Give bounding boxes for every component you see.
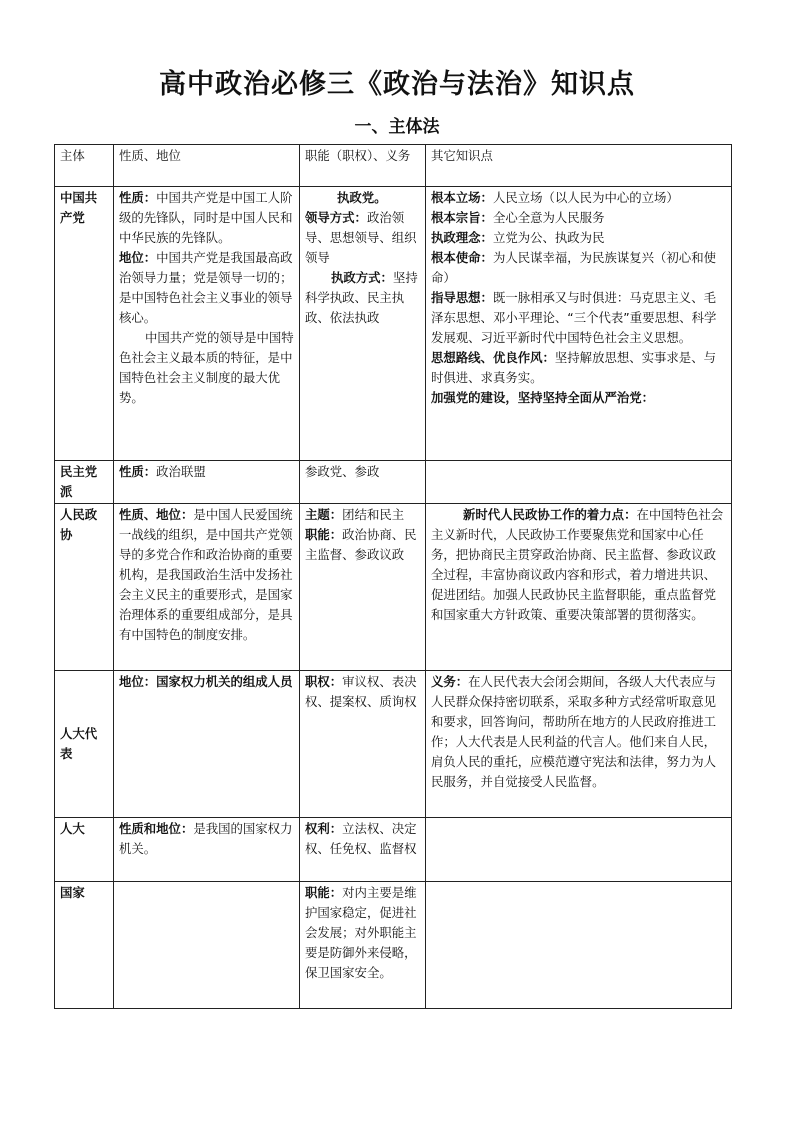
label: 执政理念： [431,230,493,245]
text: 执政党。 [337,190,387,205]
label: 主题： [305,507,343,522]
text: 团结和民主 [342,507,405,522]
label: 执政方式： [331,270,393,285]
text: 中国共产党的领导是中国特色社会主义最本质的特征，是中国特色社会主义制度的最大优势。 [119,330,294,405]
nature-deputy: 地位：国家权力机关的组成人员 [114,671,300,818]
knowledge-table [54,144,732,1009]
text: 对内主要是维护国家稳定，促进社会发展；对外职能主要是防御外来侵略，保卫国家安全。 [305,885,417,980]
document-title: 高中政治必修三《政治与法治》知识点 [159,69,635,100]
subject-cppcc: 人民政协 [55,504,114,671]
other-cppcc [426,504,732,671]
label: 职能： [305,527,343,542]
other-democratic [426,461,732,504]
text: 政治领导、思想领导、组织领导 [305,210,417,265]
other-deputy [426,671,732,818]
text: 中国共产党是中国工人阶级的先锋队，同时是中国人民和中华民族的先锋队。 [119,190,293,245]
text: 坚持科学执政、民主执政、依法执政 [305,270,418,325]
line [431,208,727,228]
label: 性质： [119,464,157,479]
label: 思想路线、优良作风： [431,350,555,365]
text: 立党为公、执政为民 [492,230,605,245]
label: 指导思想： [431,290,493,305]
table-row-party [55,187,732,461]
header-function: 职能（职权）、义务 [300,145,426,187]
label: 职权： [305,674,343,689]
label: 性质： [119,190,157,205]
function-party [300,187,426,461]
label: 性质、地位： [119,507,194,522]
subject-npc: 人大 [55,818,114,882]
header-subject: 主体 [55,145,114,187]
text: 全心全意为人民服务 [492,210,605,225]
table-row-npc [55,818,732,882]
line: 加强党的建设，坚持坚持全面从严治党： [431,390,655,405]
function-democratic: 参政党、参政 [300,461,426,504]
line [431,228,727,248]
line [431,288,727,348]
label: 根本立场： [431,190,493,205]
text: 人民立场（以人民为中心的立场） [492,190,679,205]
line [431,348,727,388]
nature-cppcc [114,504,300,671]
header-nature: 性质、地位 [114,145,300,187]
label: 领导方式： [305,210,367,225]
other-state [426,882,732,1009]
function-state [300,882,426,1009]
label: 根本使命： [431,250,493,265]
header-other: 其它知识点 [426,145,732,187]
label: 地位： [119,250,157,265]
text: 是我国的国家权力机关。 [119,821,293,856]
text: 审议权、表决权、提案权、质询权 [305,674,417,709]
table-header-row [55,145,732,187]
table-row-state [55,882,732,1009]
subject-state: 国家 [55,882,114,1009]
subject-party: 中国共产党 [55,187,114,461]
nature-state [114,882,300,1009]
text: 为人民谋幸福，为民族谋复兴（初心和使命） [431,250,716,285]
text: 在人民代表大会闭会期间，各级人大代表应与人民群众保持密切联系，采取多种方式经常听取意见和要求，回答询问，帮助所在地方的人民政府推进工作；人大代表是人民利益的代言人。他们来自人民，肩负人民的重托，应模范遵守宪法和法律，努力为人民服务，并自觉接受人民监督。 [431,674,716,789]
text: 中国共产党是我国最高政治领导力量；党是领导一切的；是中国特色社会主义事业的领导核心。 [119,250,293,325]
table-row-democratic [55,461,732,504]
function-deputy [300,671,426,818]
nature-party [114,187,300,461]
text: 是中国人民爱国统一战线的组织，是中国共产党领导的多党合作和政治协商的重要机构，是我国政治生活中发扬社会主义民主的重要形式，是国家治理体系的重要组成部分，是具有中国特色的制度安排。 [119,507,293,642]
text: 立法权、决定权、任免权、监督权 [305,821,417,856]
label: 新时代人民政协工作的着力点： [463,507,637,522]
nature-democratic [114,461,300,504]
subject-deputy: 人大代表 [55,671,114,818]
text: 既一脉相承又与时俱进：马克思主义、毛泽东思想、邓小平理论、“三个代表”重要思想、科学发展观、习近平新时代中国特色社会主义思想。 [431,290,717,345]
table-row-cppcc [55,504,732,671]
line [431,248,727,288]
label: 职能： [305,885,343,900]
section-heading: 一、主体法 [354,117,440,137]
other-npc [426,818,732,882]
text: 政治协商、民主监督、参政议政 [305,527,417,562]
label: 权利： [305,821,343,836]
line [431,188,727,208]
function-npc [300,818,426,882]
subject-democratic: 民主党派 [55,461,114,504]
table-row-deputy [55,671,732,818]
nature-npc [114,818,300,882]
other-party [426,187,732,461]
text: 坚持解放思想、实事求是、与时俱进、求真务实。 [431,350,716,385]
label: 性质和地位： [119,821,194,836]
function-cppcc [300,504,426,671]
label: 义务： [431,674,469,689]
text: 政治联盟 [156,464,206,479]
text: 在中国特色社会主义新时代，人民政协工作要聚焦党和国家中心任务，把协商民主贯穿政治协商、民主监督、参政议政全过程，丰富协商议政内容和形式，着力增进共识、促进团结。加强人民政协民主监督职能，重点监督党和国家重大方针政策、重要决策部署的贯彻落实。 [431,507,724,622]
label: 根本宗旨： [431,210,493,225]
